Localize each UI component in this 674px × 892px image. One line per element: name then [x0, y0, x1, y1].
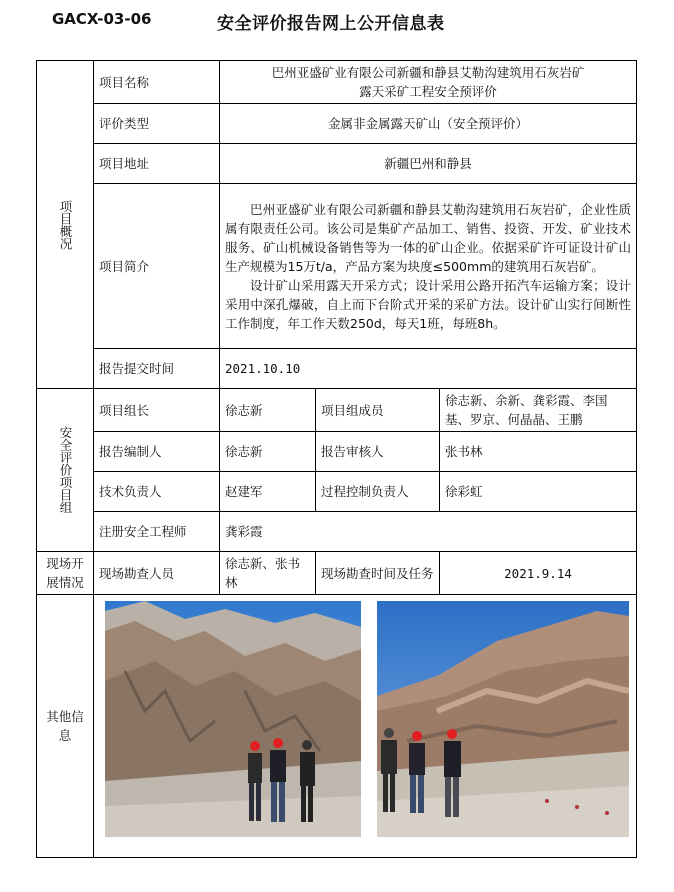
- surveyors-value: 徐志新、张书林: [220, 552, 316, 595]
- evaluation-type-label: 评价类型: [94, 104, 220, 144]
- document-code: GACX-03-06: [52, 10, 152, 28]
- tech-lead-value: 赵建军: [220, 472, 316, 512]
- members-label: 项目组成员: [316, 389, 440, 432]
- leader-label: 项目组长: [94, 389, 220, 432]
- reviewer-label: 报告审核人: [316, 432, 440, 472]
- process-control-value: 徐彩虹: [440, 472, 637, 512]
- submit-time-value: 2021.10.10: [220, 349, 637, 389]
- tech-lead-label: 技术负责人: [94, 472, 220, 512]
- project-intro-label: 项目简介: [94, 184, 220, 349]
- author-value: 徐志新: [220, 432, 316, 472]
- document-title: 安全评价报告网上公开信息表: [217, 14, 445, 34]
- site-section-label: 现场开展情况: [37, 552, 94, 595]
- members-value: 徐志新、余新、龚彩霞、李国基、罗京、何晶晶、王鹏: [440, 389, 637, 432]
- overview-section-label: 项目概况: [37, 61, 94, 389]
- other-section-label: 其他信息: [37, 595, 94, 858]
- project-intro-text: [220, 184, 637, 349]
- team-section-label: 安全评价项目组: [37, 389, 94, 552]
- project-address-value: 新疆巴州和静县: [220, 144, 637, 184]
- leader-value: 徐志新: [220, 389, 316, 432]
- surveyors-label: 现场勘查人员: [94, 552, 220, 595]
- site-photo-right: [377, 601, 629, 837]
- evaluation-type-value: 金属非金属露天矿山（安全预评价）: [220, 104, 637, 144]
- intro-paragraph-2: 设计矿山采用露天开采方式；设计采用公路开拓汽车运输方案；设计采用中深孔爆破，自上而下台阶式开采的采矿方法。设计矿山实行间断性工作制度，年工作天数250d，每天1班，每班8h。: [225, 277, 632, 331]
- project-address-label: 项目地址: [94, 144, 220, 184]
- project-name-value: 巴州亚盛矿业有限公司新疆和静县艾勒沟建筑用石灰岩矿 露天采矿工程安全预评价: [220, 61, 637, 104]
- intro-paragraph-1: 巴州亚盛矿业有限公司新疆和静县艾勒沟建筑用石灰岩矿，企业性质属有限责任公司。该公司是集矿产品加工、销售、投资、开发、矿业技术服务、矿山机械设备销售等为一体的矿山企业。依据采矿许可证设计矿山生产规模为15万t/a，产品方案为块度≤500mm的建筑用石灰岩矿。: [225, 201, 632, 274]
- reviewer-value: 张书林: [440, 432, 637, 472]
- project-name-label: 项目名称: [94, 61, 220, 104]
- site-photo-left: [105, 601, 361, 837]
- safety-engineer-label: 注册安全工程师: [94, 512, 220, 552]
- survey-time-value: 2021.9.14: [440, 552, 637, 595]
- photos-cell: [94, 595, 637, 858]
- submit-time-label: 报告提交时间: [94, 349, 220, 389]
- survey-time-label: 现场勘查时间及任务: [316, 552, 440, 595]
- info-table: [36, 60, 637, 858]
- safety-engineer-value: 龚彩霞: [220, 512, 637, 552]
- author-label: 报告编制人: [94, 432, 220, 472]
- process-control-label: 过程控制负责人: [316, 472, 440, 512]
